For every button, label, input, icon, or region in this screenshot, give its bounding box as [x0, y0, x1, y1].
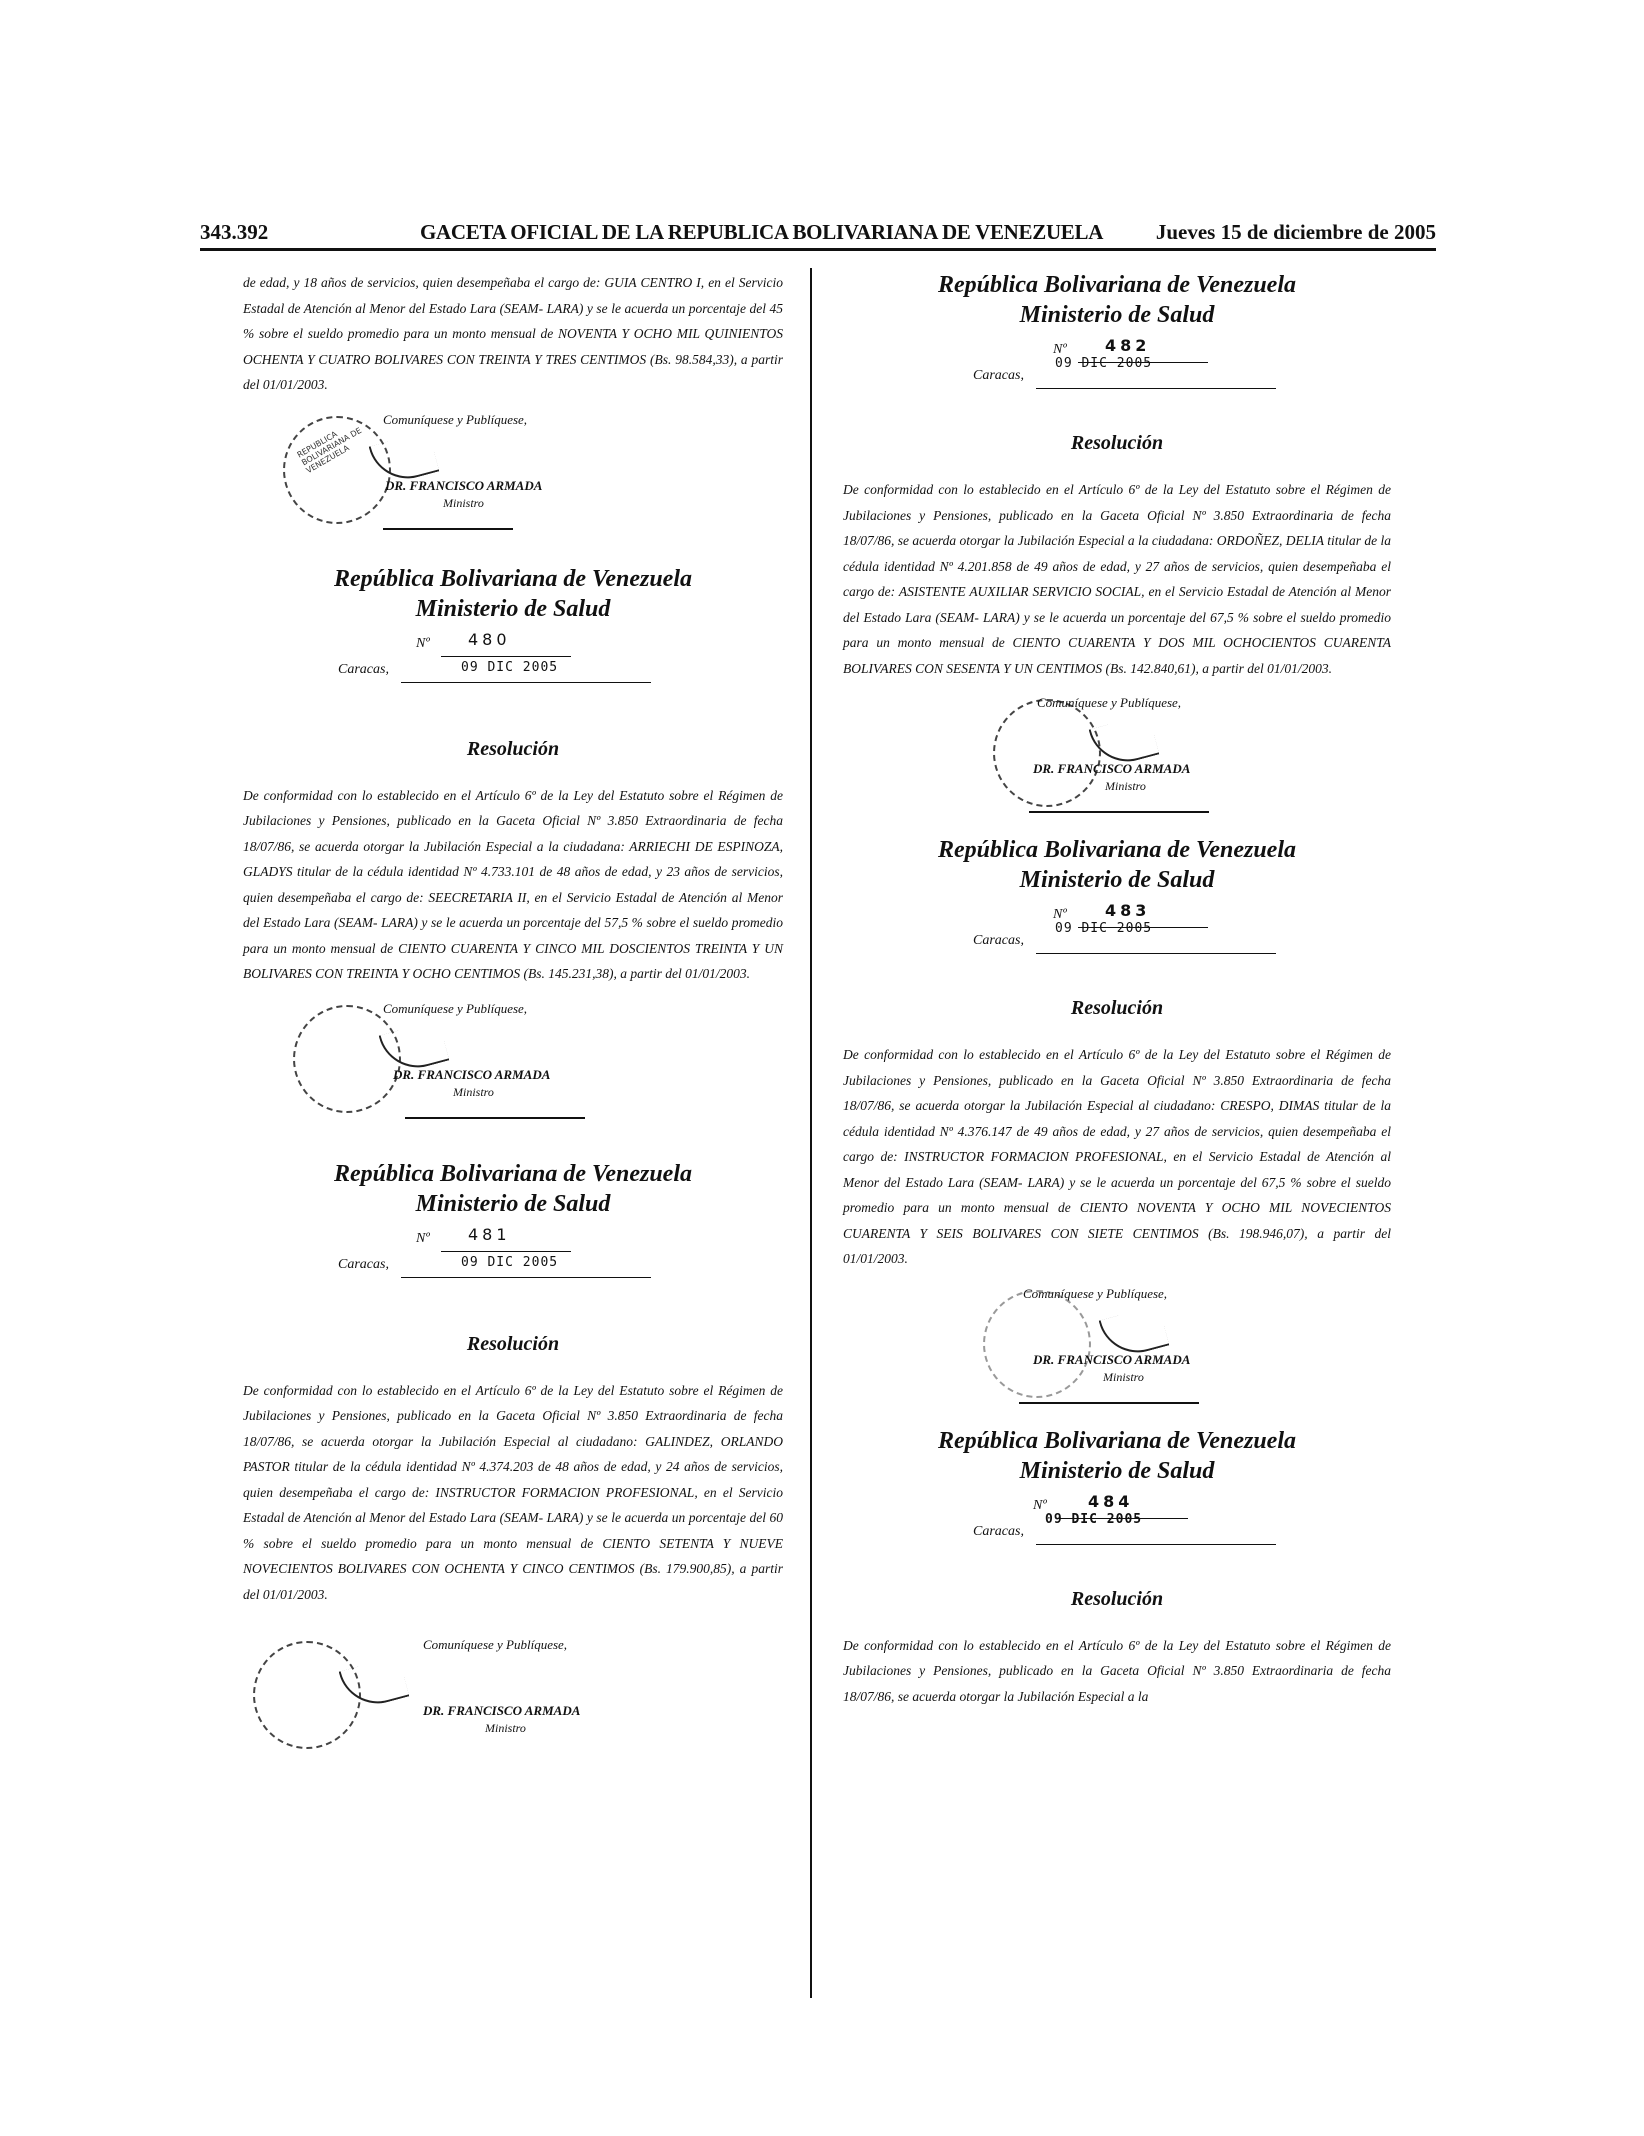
- caracas-row: [843, 921, 1391, 957]
- signer-name: DR. FRANCISCO ARMADA: [1033, 761, 1191, 776]
- resolution-number: 480: [468, 629, 511, 649]
- signer-title: Ministro: [453, 1084, 494, 1099]
- comuniquese-text: Comuníquese y Publíquese,: [423, 1637, 568, 1652]
- signature-block: [243, 412, 783, 530]
- signer-name: DR. FRANCISCO ARMADA: [1033, 1351, 1191, 1367]
- number-label: Nº: [1053, 342, 1067, 357]
- page-number: 343.392: [200, 220, 269, 244]
- number-label: Nº: [416, 1230, 430, 1246]
- signature-block: [243, 1001, 783, 1119]
- number-row: [243, 1225, 783, 1253]
- resolucion-heading: Resolución: [466, 737, 560, 760]
- signer-title: Ministro: [443, 495, 484, 510]
- official-seal-icon: REPUBLICA BOLIVARIANA DE VENEZUELA: [283, 416, 391, 524]
- signer-title: Ministro: [1105, 779, 1146, 793]
- resolution-body: De conformidad con lo establecido en el Artículo 6º de la Ley del Estatuto sobre el Régimen de Jubilaciones y Pensiones, publicado en la Gaceta Oficial Nº 3.850 Extraordinaria de fecha 18/07/86, se acuerda otorgar la Jubilación Especial a la: [843, 1637, 1391, 1704]
- resolution-number: 481: [468, 1224, 511, 1244]
- signature-rule: [383, 528, 513, 530]
- date-stamp: 09 DIC 2005: [461, 659, 559, 675]
- signer-title: Ministro: [485, 1721, 526, 1735]
- resolution-body: De conformidad con lo establecido en el Artículo 6º de la Ley del Estatuto sobre el Régimen de Jubilaciones y Pensiones, publicado en la Gaceta Oficial Nº 3.850 Extraordinaria de fecha 18/07/86, se acuerda otorgar la Jubilación Especial al ciudadano: CRESPO, DIMAS titular de la cédula identidad Nº 4.376.147 de 49 años de edad, y 27 años de servicios, quien desempeñaba el cargo de: INSTRUCTOR FORMACION PROFESIONAL, en el Servicio Estadal de Atención al Menor del Estado Lara (SEAM- LARA) y se le acuerda un porcentaje del 67,5 % sobre el sueldo promedio para un monto mensual de CIENTO NOVENTA Y OCHO MIL NOVECIENTOS CUARENTA Y SEIS BOLIVARES CON SIETE CENTIMOS (Bs. 198.946,07), a partir del 01/01/2003.: [843, 1047, 1391, 1266]
- caracas-label: Caracas,: [338, 661, 389, 677]
- signature-block: [843, 1286, 1391, 1404]
- resolucion-heading: Resolución: [1070, 997, 1164, 1019]
- number-label: Nº: [416, 635, 430, 651]
- caracas-row: [243, 658, 783, 686]
- resolution-484: [843, 1426, 1391, 1710]
- caracas-label: Caracas,: [338, 1256, 389, 1272]
- comuniquese-text: Comuníquese y Publíquese,: [383, 411, 528, 427]
- signature-block: [243, 1637, 783, 1755]
- republica-heading: República Bolivariana de Venezuela: [333, 1160, 692, 1187]
- comuniquese-text: Comuníquese y Publíquese,: [1023, 1285, 1168, 1301]
- resolution-480: [243, 564, 783, 1119]
- resolution-482: [843, 270, 1391, 813]
- resolucion-heading: Resolución: [466, 1332, 560, 1355]
- signer-title: Ministro: [1103, 1369, 1144, 1384]
- resolution-481: [243, 1159, 783, 1756]
- caracas-row: [843, 356, 1391, 392]
- resolution-body: De conformidad con lo establecido en el Artículo 6º de la Ley del Estatuto sobre el Régimen de Jubilaciones y Pensiones, publicado en la Gaceta Oficial Nº 3.850 Extraordinaria de fecha 18/07/86, se acuerda otorgar la Jubilación Especial a la ciudadana: ARRIECHI DE ESPINOZA, GLADYS titular de la cédula identidad Nº 4.733.101 de 48 años de edad, y 23 años de servicios, quien desempeñaba el cargo de: SEECRETARIA II, en el Servicio Estadal de Atención al Menor del Estado Lara (SEAM- LARA) y se le acuerda un porcentaje del 57,5 % sobre el sueldo promedio para un monto mensual de CIENTO CUARENTA Y CINCO MIL DOSCIENTOS TREINTA Y UN BOLIVARES CON TREINTA Y OCHO CENTIMOS (Bs. 145.231,38), a partir del 01/01/2003.: [243, 787, 783, 981]
- signer-name: DR. FRANCISCO ARMADA: [393, 1066, 551, 1082]
- number-label: Nº: [1033, 1497, 1047, 1513]
- signer-name: DR. FRANCISCO ARMADA: [423, 1703, 581, 1718]
- resolucion-heading: Resolución: [1070, 432, 1164, 454]
- ministerio-heading: Ministerio de Salud: [1019, 867, 1215, 893]
- resolution-number: 484: [1088, 1491, 1134, 1511]
- comuniquese-text: Comuníquese y Publíquese,: [383, 1000, 528, 1016]
- date-stamp: 09 DIC 2005: [1045, 1511, 1143, 1527]
- official-seal-icon: [253, 1641, 361, 1749]
- signature-rule: [1019, 1402, 1199, 1404]
- resolution-body: De conformidad con lo establecido en el Artículo 6º de la Ley del Estatuto sobre el Régimen de Jubilaciones y Pensiones, publicado en la Gaceta Oficial Nº 3.850 Extraordinaria de fecha 18/07/86, se acuerda otorgar la Jubilación Especial a la ciudadana: ORDOÑEZ, DELIA titular de la cédula identidad Nº 4.201.858 de 49 años de edad, y 27 años de servicios, quien desempeñaba el cargo de: ASISTENTE AUXILIAR SERVICIO SOCIAL, en el Servicio Estadal de Atención al Menor del Estado Lara (SEAM- LARA) y se le acuerda un porcentaje del 67,5 % sobre el sueldo promedio para un monto mensual de CIENTO CUARENTA Y DOS MIL OCHOCIENTOS CUARENTA BOLIVARES CON SESENTA Y UN CENTIMOS (Bs. 142.840,61), a partir del 01/01/2003.: [843, 482, 1391, 676]
- republica-heading: República Bolivariana de Venezuela: [937, 1427, 1296, 1454]
- resolucion-heading: Resolución: [1070, 1587, 1164, 1610]
- resolution-number: 482: [1105, 336, 1151, 355]
- ministerio-heading: Ministerio de Salud: [1019, 1457, 1215, 1484]
- resolution-body: De conformidad con lo establecido en el Artículo 6º de la Ley del Estatuto sobre el Régimen de Jubilaciones y Pensiones, publicado en la Gaceta Oficial Nº 3.850 Extraordinaria de fecha 18/07/86, se acuerda otorgar la Jubilación Especial al ciudadano: GALINDEZ, ORLANDO PASTOR titular de la cédula identidad Nº 4.374.203 de 48 años de edad, y 24 años de servicios, quien desempeñaba el cargo de: INSTRUCTOR FORMACION PROFESIONAL, en el Servicio Estadal de Atención al Menor del Estado Lara (SEAM- LARA) y se le acuerda un porcentaje del 60 % sobre el sueldo promedio para un monto mensual de CIENTO SETENTA Y NUEVE NOVECIENTOS BOLIVARES CON OCHENTA Y CINCO CENTIMOS (Bs. 179.900,85), a partir del 01/01/2003.: [243, 1382, 783, 1602]
- caracas-row: [243, 1253, 783, 1281]
- ministerio-heading: Ministerio de Salud: [1019, 302, 1215, 328]
- ministerio-heading: Ministerio de Salud: [415, 1190, 611, 1217]
- caracas-row: [843, 1511, 1391, 1548]
- left-column: [243, 270, 783, 1755]
- signature-rule: [405, 1117, 585, 1119]
- resolution-483: [843, 835, 1391, 1404]
- republica-heading: República Bolivariana de Venezuela: [937, 837, 1296, 863]
- official-seal-icon: [293, 1005, 401, 1113]
- column-divider: [810, 268, 812, 1998]
- resolution-number: 483: [1105, 901, 1151, 920]
- right-column: [843, 270, 1391, 1709]
- caracas-label: Caracas,: [973, 368, 1024, 383]
- signature-block: [843, 695, 1391, 813]
- number-row: [243, 630, 783, 658]
- caracas-label: Caracas,: [973, 933, 1024, 948]
- republica-heading: República Bolivariana de Venezuela: [333, 565, 692, 592]
- date-stamp: 09 DIC 2005: [1055, 921, 1153, 936]
- date-stamp: 09 DIC 2005: [461, 1254, 559, 1270]
- comuniquese-text: Comuníquese y Publíquese,: [1037, 695, 1182, 710]
- continuation-text: de edad, y 18 años de servicios, quien desempeñaba el cargo de: GUIA CENTRO I, en el Servicio Estadal de Atención al Menor del Estado Lara (SEAM- LARA) y se le acuerda un porcentaje del 45 % sobre el sueldo promedio para un monto mensual de NOVENTA Y OCHO MIL QUINIENTOS OCHENTA Y CUATRO BOLIVARES CON TREINTA Y TRES CENTIMOS (Bs. 98.584,33), a partir del 01/01/2003.: [243, 275, 783, 392]
- issue-date: Jueves 15 de diciembre de 2005: [1155, 220, 1436, 244]
- republica-heading: República Bolivariana de Venezuela: [937, 272, 1296, 298]
- official-seal-icon: [983, 1290, 1091, 1398]
- number-label: Nº: [1053, 907, 1067, 922]
- official-seal-icon: [993, 699, 1101, 807]
- signer-name: DR. FRANCISCO ARMADA: [385, 477, 543, 493]
- caracas-label: Caracas,: [973, 1523, 1024, 1539]
- date-stamp: 09 DIC 2005: [1055, 356, 1153, 371]
- gazette-header: [200, 218, 1436, 251]
- ministerio-heading: Ministerio de Salud: [415, 595, 611, 622]
- signature-rule: [1029, 811, 1209, 813]
- gazette-title: GACETA OFICIAL DE LA REPUBLICA BOLIVARIANA DE VENEZUELA: [420, 220, 1104, 244]
